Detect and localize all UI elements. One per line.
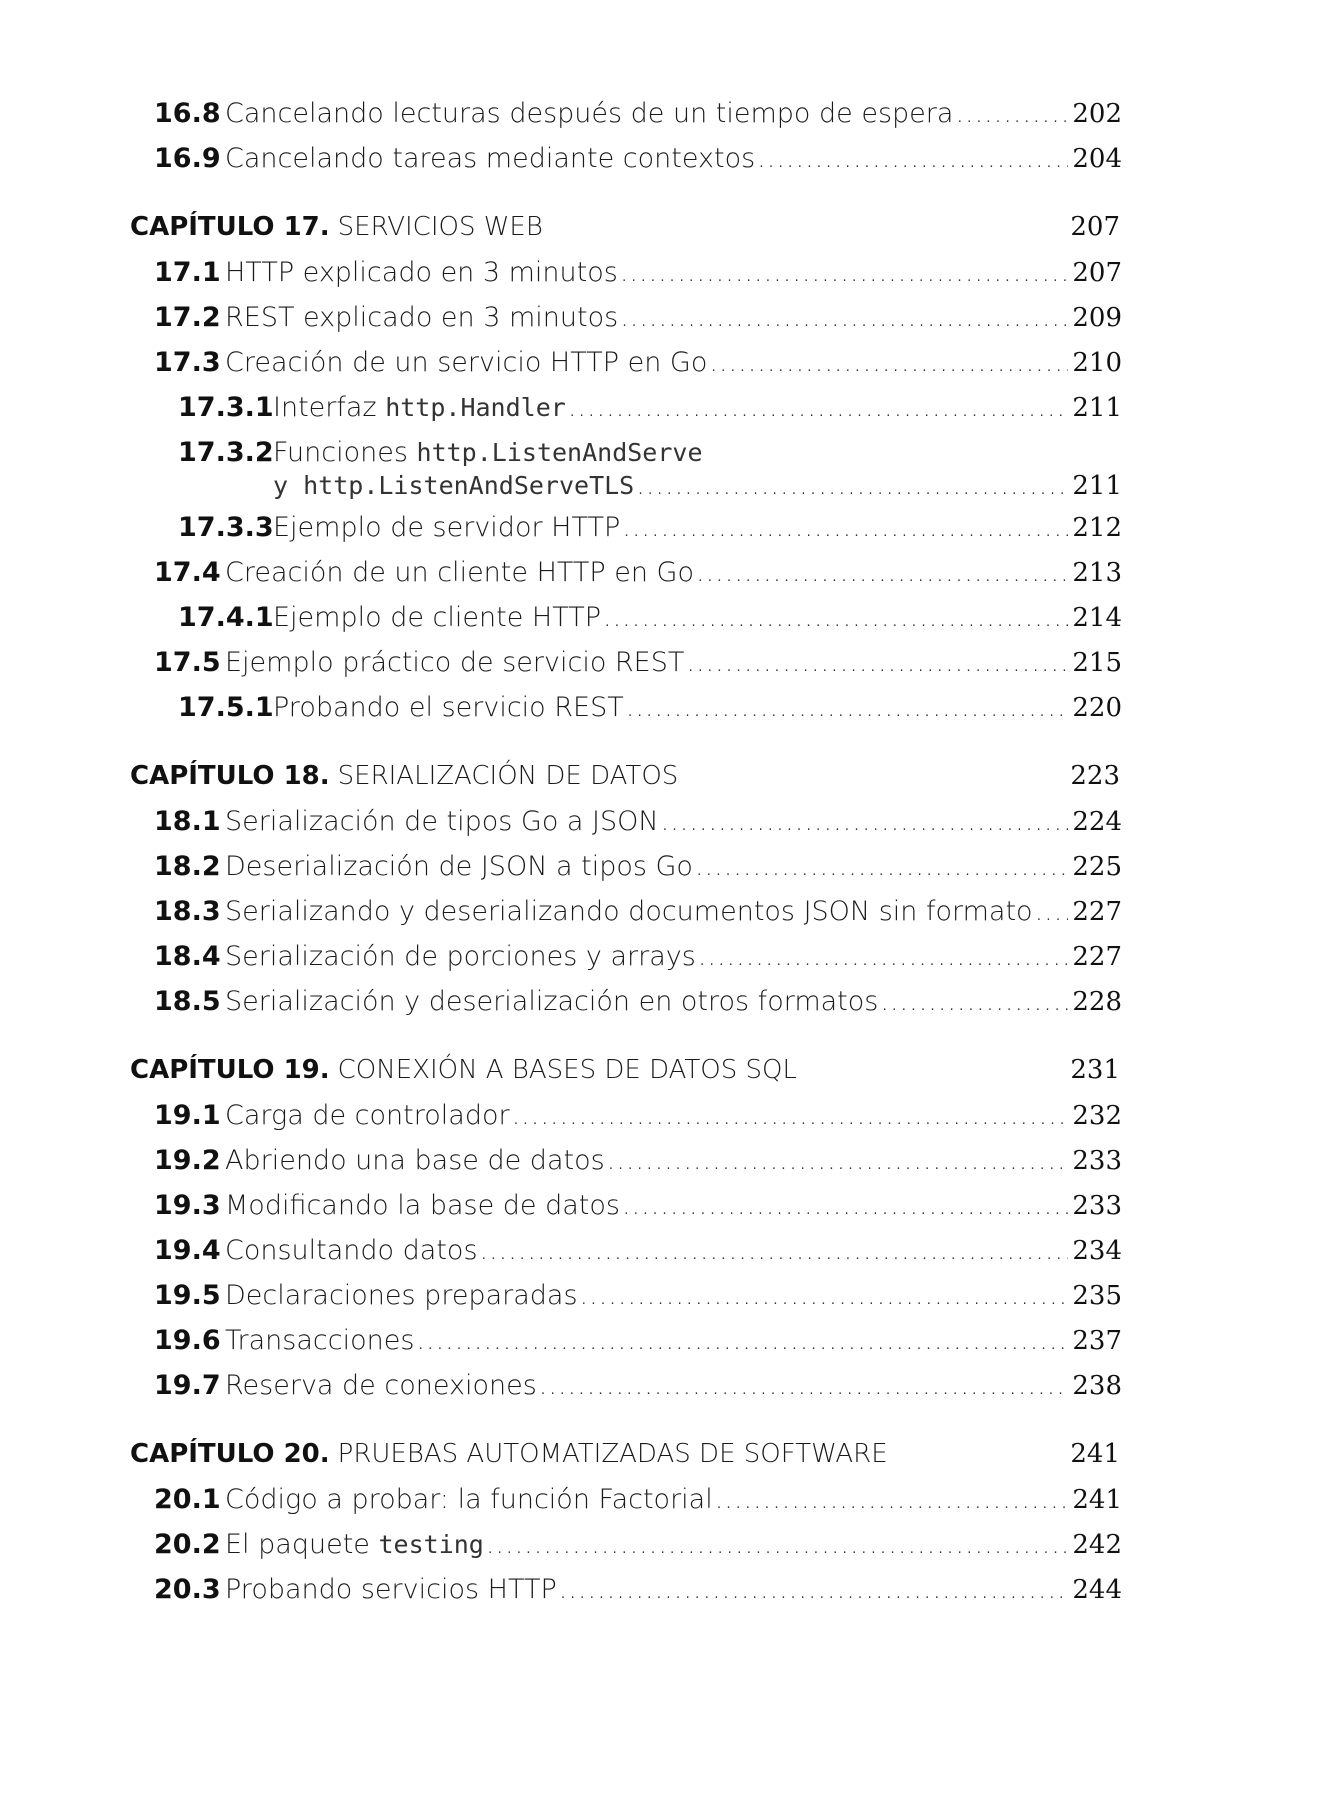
dot-leader	[622, 512, 1068, 543]
section-title	[273, 392, 566, 423]
section-number: 19.1	[154, 1100, 221, 1131]
section-number: 19.7	[154, 1370, 221, 1401]
section-number: 17.1	[154, 257, 221, 288]
toc-entry-19-4[interactable]	[154, 1235, 1122, 1280]
section-number: 19.6	[154, 1325, 221, 1356]
section-title: Abriendo una base de datos	[225, 1145, 605, 1176]
section-title: Probando el servicio REST	[273, 692, 624, 723]
dot-leader	[559, 1574, 1069, 1605]
chapter-number: CAPÍTULO 20.	[130, 1439, 330, 1469]
toc-entry-19-7[interactable]	[154, 1370, 1122, 1415]
toc-entry-19-3[interactable]	[154, 1190, 1122, 1235]
page-number: 207	[1072, 258, 1122, 288]
toc-entry-17-4[interactable]	[154, 557, 1122, 602]
toc-entry-17-4-1[interactable]	[154, 602, 1122, 647]
dot-leader	[698, 941, 1069, 972]
toc-entry-17-3-1[interactable]	[154, 392, 1122, 437]
dot-leader	[880, 986, 1068, 1017]
page-number: 228	[1072, 987, 1122, 1017]
section-title: Modificando la base de datos	[225, 1190, 620, 1221]
chapter-number: CAPÍTULO 19.	[130, 1055, 330, 1085]
section-number: 19.5	[154, 1280, 221, 1311]
section-title	[273, 437, 703, 468]
dot-leader	[757, 143, 1068, 174]
dot-leader	[622, 1190, 1068, 1221]
chapter-title: SERIALIZACIÓN DE DATOS	[337, 761, 679, 791]
toc-entry-20-2[interactable]	[154, 1529, 1122, 1574]
section-title: Probando servicios HTTP	[225, 1574, 557, 1605]
section-title: Creación de un servicio HTTP en Go	[225, 347, 708, 378]
section-title-text: El paquete	[225, 1529, 379, 1560]
section-title-text: Funciones	[273, 437, 417, 468]
toc-entry-17-3-2[interactable]	[154, 437, 1122, 512]
page-number: 213	[1072, 558, 1122, 588]
page-number: 242	[1072, 1530, 1122, 1560]
section-number: 19.2	[154, 1145, 221, 1176]
dot-leader	[661, 806, 1069, 837]
page-number: 209	[1072, 303, 1122, 333]
dot-leader	[539, 1370, 1069, 1401]
dot-leader	[695, 851, 1068, 882]
section-number: 18.3	[154, 896, 221, 927]
page-number: 223	[1070, 761, 1120, 791]
section-number: 19.3	[154, 1190, 221, 1221]
toc-entry-19-1[interactable]	[154, 1100, 1122, 1145]
dot-leader	[416, 1325, 1068, 1356]
section-number: 19.4	[154, 1235, 221, 1266]
chapter-number: CAPÍTULO 17.	[130, 212, 330, 242]
table-of-contents	[130, 98, 1122, 1619]
page-number: 215	[1072, 648, 1122, 678]
dot-leader	[603, 602, 1068, 633]
section-title: Ejemplo de servidor HTTP	[273, 512, 621, 543]
toc-entry-line-1	[154, 437, 1122, 470]
page-number: 233	[1072, 1191, 1122, 1221]
section-number: 17.3.3	[178, 512, 274, 543]
dot-leader	[607, 1145, 1069, 1176]
chapter-heading-19[interactable]	[130, 1055, 1122, 1100]
dot-leader	[686, 647, 1068, 678]
section-title: Serialización y deserialización en otros formatos	[225, 986, 879, 1017]
page-number: 214	[1072, 603, 1122, 633]
page-number: 207	[1070, 212, 1120, 242]
page-number: 204	[1072, 144, 1122, 174]
dot-leader	[580, 1280, 1069, 1311]
section-title: Deserialización de JSON a tipos Go	[225, 851, 693, 882]
page-number: 220	[1072, 693, 1122, 723]
dot-leader	[626, 692, 1069, 723]
dot-leader	[696, 557, 1068, 588]
toc-entry-17-3-3[interactable]	[154, 512, 1122, 557]
section-title-code: http.ListenAndServeTLS	[303, 471, 635, 500]
section-title-code: http.ListenAndServe	[416, 438, 703, 467]
toc-entry-18-4[interactable]	[154, 941, 1122, 986]
page-number: 234	[1072, 1236, 1122, 1266]
toc-entry-16-9[interactable]	[154, 143, 1122, 188]
chapter-heading-18[interactable]	[130, 761, 1122, 806]
dot-leader	[955, 98, 1068, 129]
page-number: 227	[1072, 897, 1122, 927]
section-number: 20.2	[154, 1529, 221, 1560]
page-number: 241	[1070, 1439, 1120, 1469]
chapter-title: SERVICIOS WEB	[337, 212, 543, 242]
toc-entry-18-1[interactable]	[154, 806, 1122, 851]
toc-entry-19-5[interactable]	[154, 1280, 1122, 1325]
dot-leader	[715, 1484, 1069, 1515]
section-title: Reserva de conexiones	[225, 1370, 537, 1401]
section-title: Cancelando lecturas después de un tiempo de espera	[225, 98, 954, 129]
page-number: 233	[1072, 1146, 1122, 1176]
toc-entry-17-5[interactable]	[154, 647, 1122, 692]
page-number: 232	[1072, 1101, 1122, 1131]
section-title: Serialización de porciones y arrays	[225, 941, 696, 972]
dot-leader	[636, 470, 1068, 501]
section-title: Código a probar: la función Factorial	[225, 1484, 713, 1515]
section-number: 20.3	[154, 1574, 221, 1605]
section-number: 16.8	[154, 98, 221, 129]
dot-leader	[568, 392, 1069, 423]
toc-entry-18-5[interactable]	[154, 986, 1122, 1031]
section-title: Serialización de tipos Go a JSON	[225, 806, 659, 837]
section-title: Serializando y deserializando documentos JSON sin formato	[225, 896, 1033, 927]
section-number: 17.3	[154, 347, 221, 378]
section-title: Ejemplo práctico de servicio REST	[225, 647, 685, 678]
section-title: HTTP explicado en 3 minutos	[225, 257, 618, 288]
section-title: Declaraciones preparadas	[225, 1280, 578, 1311]
page-number: 211	[1072, 393, 1122, 423]
section-number: 17.5.1	[178, 692, 274, 723]
dot-leader	[512, 1100, 1069, 1131]
page-number: 244	[1072, 1575, 1122, 1605]
chapter-heading-20[interactable]	[130, 1439, 1122, 1484]
page-number: 224	[1072, 807, 1122, 837]
toc-entry-20-3[interactable]	[154, 1574, 1122, 1619]
section-title: Transacciones	[225, 1325, 415, 1356]
toc-entry-17-2[interactable]	[154, 302, 1122, 347]
dot-leader	[620, 257, 1069, 288]
section-title: Carga de controlador	[225, 1100, 510, 1131]
toc-entry-19-6[interactable]	[154, 1325, 1122, 1370]
section-number: 17.3.2	[178, 437, 274, 468]
toc-entry-17-5-1[interactable]	[154, 692, 1122, 737]
toc-entry-20-1[interactable]	[154, 1484, 1122, 1529]
section-number: 18.1	[154, 806, 221, 837]
chapter-heading-17[interactable]	[130, 212, 1122, 257]
section-title: Cancelando tareas mediante contextos	[225, 143, 756, 174]
dot-leader	[620, 302, 1068, 333]
section-title: Creación de un cliente HTTP en Go	[225, 557, 694, 588]
section-title-text: Interfaz	[273, 392, 386, 423]
page-number: 238	[1072, 1371, 1122, 1401]
section-title-text: y	[273, 471, 304, 500]
page-number: 235	[1072, 1281, 1122, 1311]
page-number: 231	[1070, 1055, 1120, 1085]
section-title: Ejemplo de cliente HTTP	[273, 602, 601, 633]
dot-leader	[709, 347, 1068, 378]
section-number: 17.2	[154, 302, 221, 333]
section-title: Consultando datos	[225, 1235, 478, 1266]
toc-entry-17-1[interactable]	[154, 257, 1122, 302]
section-number: 20.1	[154, 1484, 221, 1515]
page-number: 210	[1072, 348, 1122, 378]
section-title-code: http.Handler	[385, 393, 566, 422]
section-number: 17.4	[154, 557, 221, 588]
section-number: 17.3.1	[178, 392, 274, 423]
page-number: 202	[1072, 99, 1122, 129]
dot-leader	[486, 1529, 1069, 1560]
section-title	[225, 1529, 484, 1560]
page-number: 241	[1072, 1485, 1122, 1515]
chapter-title: CONEXIÓN A BASES DE DATOS SQL	[337, 1055, 797, 1085]
section-number: 17.4.1	[178, 602, 274, 633]
dot-leader	[1035, 896, 1069, 927]
toc-entry-line-2	[154, 470, 1122, 512]
page-number: 227	[1072, 942, 1122, 972]
section-title-continued	[273, 471, 634, 500]
chapter-title: PRUEBAS AUTOMATIZADAS DE SOFTWARE	[337, 1439, 888, 1469]
toc-entry-16-8[interactable]	[154, 98, 1122, 143]
section-title: REST explicado en 3 minutos	[225, 302, 619, 333]
section-number: 18.5	[154, 986, 221, 1017]
chapter-number: CAPÍTULO 18.	[130, 761, 330, 791]
toc-entry-18-3[interactable]	[154, 896, 1122, 941]
section-number: 17.5	[154, 647, 221, 678]
section-number: 16.9	[154, 143, 221, 174]
toc-entry-18-2[interactable]	[154, 851, 1122, 896]
dot-leader	[480, 1235, 1069, 1266]
toc-entry-19-2[interactable]	[154, 1145, 1122, 1190]
section-number: 18.2	[154, 851, 221, 882]
toc-entry-17-3[interactable]	[154, 347, 1122, 392]
page-number: 212	[1072, 513, 1122, 543]
page-number: 237	[1072, 1326, 1122, 1356]
page-number: 225	[1072, 852, 1122, 882]
section-title-code: testing	[378, 1530, 484, 1559]
page-number: 211	[1072, 471, 1122, 501]
section-number: 18.4	[154, 941, 221, 972]
